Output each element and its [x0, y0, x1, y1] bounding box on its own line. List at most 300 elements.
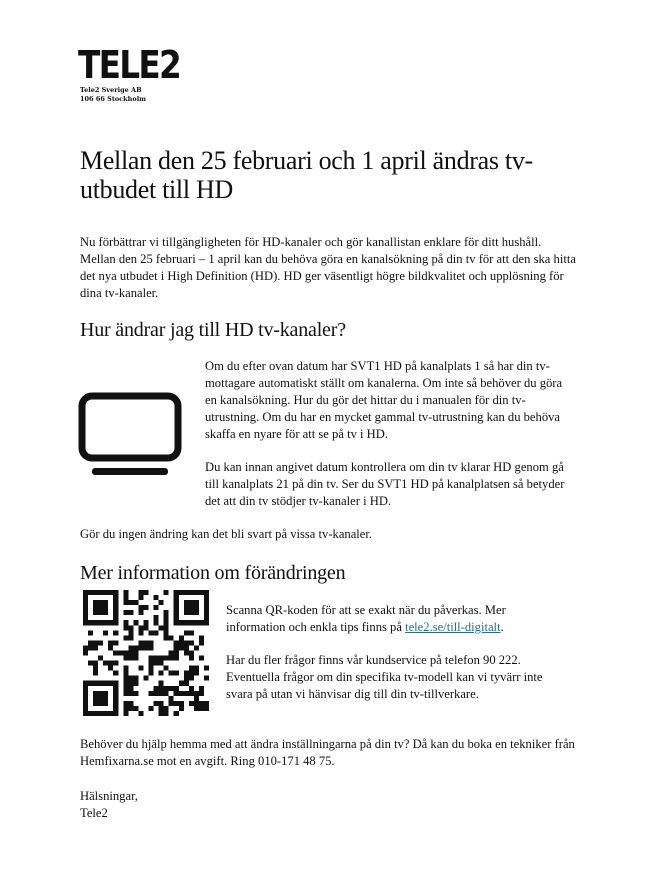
qr-module — [93, 590, 98, 595]
qr-module — [113, 620, 118, 625]
qr-module — [113, 696, 118, 701]
qr-module — [128, 706, 133, 711]
qr-module — [194, 671, 199, 676]
qr-module — [123, 635, 128, 640]
qr-module — [98, 640, 103, 645]
qr-module — [103, 661, 108, 666]
qr-module — [204, 676, 209, 681]
qr-module — [179, 681, 184, 686]
qr-module — [83, 706, 88, 711]
qr-module — [199, 691, 204, 696]
qr-module — [174, 691, 179, 696]
qr-module — [184, 691, 189, 696]
qr-module — [204, 595, 209, 600]
qr-module — [169, 656, 174, 661]
qr-module — [128, 630, 133, 635]
qr-module — [159, 706, 164, 711]
qr-module — [128, 600, 133, 605]
qr-module — [159, 686, 164, 691]
qr-module — [123, 701, 128, 706]
qr-module — [113, 630, 118, 635]
qr-module — [113, 681, 118, 686]
qr-module — [113, 600, 118, 605]
qr-module — [83, 600, 88, 605]
qr-module — [133, 656, 138, 661]
qr-module — [199, 590, 204, 595]
qr-module — [133, 691, 138, 696]
qr-module — [143, 620, 148, 625]
qr-module — [174, 656, 179, 661]
qr-module — [159, 691, 164, 696]
qr-module — [108, 681, 113, 686]
qr-module — [194, 691, 199, 696]
qr-module — [123, 656, 128, 661]
qr-module — [164, 711, 169, 716]
qr-module — [133, 676, 138, 681]
qr-module — [184, 681, 189, 686]
qr-module — [143, 676, 148, 681]
qr-module — [123, 676, 128, 681]
qr-module — [164, 620, 169, 625]
qr-module — [83, 605, 88, 610]
qr-module — [174, 615, 179, 620]
qr-module — [133, 620, 138, 625]
qr-module — [179, 701, 184, 706]
qr-module — [189, 701, 194, 706]
qr-module — [204, 706, 209, 711]
qr-module — [169, 650, 174, 655]
qr-module — [118, 650, 123, 655]
qr-module — [108, 620, 113, 625]
qr-module — [88, 681, 93, 686]
tele2-logo — [78, 42, 182, 87]
qr-module — [83, 595, 88, 600]
qr-module — [159, 671, 164, 676]
qr-module — [123, 681, 128, 686]
qr-module — [88, 590, 93, 595]
qr-module — [123, 610, 128, 615]
qr-module — [184, 645, 189, 650]
qr-module — [189, 671, 194, 676]
qr-module — [189, 686, 194, 691]
qr-module — [98, 711, 103, 716]
qr-module — [179, 706, 184, 711]
qr-module — [93, 610, 98, 615]
qr-module — [93, 666, 98, 671]
qr-module — [169, 686, 174, 691]
qr-module — [194, 590, 199, 595]
qr-module — [133, 681, 138, 686]
qr-module — [123, 706, 128, 711]
qr-module — [138, 630, 143, 635]
qr-module — [88, 620, 93, 625]
qr-module — [123, 691, 128, 696]
qr-module — [113, 691, 118, 696]
qr-module — [123, 625, 128, 630]
qr-module — [189, 620, 194, 625]
qr-module — [133, 706, 138, 711]
qr-module — [184, 671, 189, 676]
qr-module — [199, 620, 204, 625]
qr-module — [88, 640, 93, 645]
qr-module — [123, 671, 128, 676]
qr-module — [113, 701, 118, 706]
qr-module — [174, 620, 179, 625]
qr-module — [93, 645, 98, 650]
qr-module — [98, 696, 103, 701]
qr-module — [108, 640, 113, 645]
qr-module — [154, 615, 159, 620]
qr-module — [103, 590, 108, 595]
qr-module — [103, 620, 108, 625]
qr-module — [113, 640, 118, 645]
qr-module — [164, 625, 169, 630]
no-change-note: Gör du ingen ändring kan det bli svart på vissa tv-kanaler. — [80, 527, 373, 541]
qr-module — [133, 600, 138, 605]
qr-module — [184, 605, 189, 610]
qr-module — [164, 590, 169, 595]
qr-module — [98, 691, 103, 696]
qr-module — [103, 681, 108, 686]
qr-module — [123, 590, 128, 595]
qr-module — [83, 701, 88, 706]
qr-module — [113, 686, 118, 691]
qr-module — [138, 605, 143, 610]
page-title: Mellan den 25 februari och 1 april ändras tv-utbudet till HD — [80, 146, 533, 204]
qr-module — [159, 656, 164, 661]
qr-module — [154, 595, 159, 600]
qr-module — [138, 610, 143, 615]
qr-module — [184, 590, 189, 595]
qr-module — [98, 681, 103, 686]
qr-module — [199, 656, 204, 661]
qr-module — [179, 620, 184, 625]
qr-module — [149, 661, 154, 666]
qr-module — [199, 640, 204, 645]
qr-module — [204, 666, 209, 671]
qr-module — [154, 661, 159, 666]
qr-module — [184, 620, 189, 625]
qr-module — [123, 650, 128, 655]
qr-module — [164, 630, 169, 635]
qr-module — [149, 630, 154, 635]
qr-module — [169, 696, 174, 701]
qr-module — [138, 590, 143, 595]
qr-module — [133, 645, 138, 650]
qr-module — [194, 666, 199, 671]
digital-info-link[interactable]: tele2.se/till-digitalt — [405, 620, 501, 634]
qr-module — [123, 711, 128, 716]
qr-module — [128, 625, 133, 630]
qr-module — [98, 600, 103, 605]
qr-module — [93, 681, 98, 686]
qr-module — [149, 671, 154, 676]
customer-service-paragraph: Har du fler frågor finns vår kundservice på telefon 90 222. Eventuella frågor om din specifika tv-modell kan vi tyvärr inte svara på utan vi hänvisar dig till din tv-tillverkare. — [226, 653, 543, 701]
tv-icon — [78, 392, 182, 478]
qr-module — [138, 666, 143, 671]
qr-module — [103, 696, 108, 701]
qr-module — [98, 590, 103, 595]
qr-module — [143, 605, 148, 610]
qr-module — [179, 635, 184, 640]
qr-module — [174, 640, 179, 645]
qr-module — [174, 595, 179, 600]
qr-module — [179, 640, 184, 645]
qr-module — [128, 681, 133, 686]
sender-postal: 106 66 Stockholm — [80, 95, 147, 103]
qr-module — [113, 706, 118, 711]
qr-module — [189, 640, 194, 645]
qr-module — [128, 676, 133, 681]
sender-company: Tele2 Sverige AB — [80, 86, 142, 94]
qr-module — [199, 706, 204, 711]
qr-module — [83, 681, 88, 686]
qr-module — [113, 610, 118, 615]
qr-module — [93, 620, 98, 625]
qr-module — [83, 590, 88, 595]
qr-module — [93, 600, 98, 605]
qr-module — [189, 590, 194, 595]
qr-module — [83, 711, 88, 716]
qr-module — [128, 701, 133, 706]
qr-module — [154, 620, 159, 625]
qr-module — [174, 686, 179, 691]
qr-module — [108, 666, 113, 671]
qr-module — [159, 701, 164, 706]
qr-module — [189, 605, 194, 610]
qr-module — [189, 691, 194, 696]
qr-module — [98, 605, 103, 610]
qr-module — [143, 625, 148, 630]
change-paragraph-2: Du kan innan angivet datum kontrollera om din tv klarar HD genom gå till kanalplats 21 på din tv. Ser du SVT1 HD på kanalplatsen så betyder det att din tv stödjer tv-kanaler i HD. — [205, 460, 565, 508]
qr-module — [174, 590, 179, 595]
qr-module — [83, 645, 88, 650]
closing — [80, 788, 280, 822]
qr-module — [184, 650, 189, 655]
qr-module — [194, 600, 199, 605]
qr-module — [103, 711, 108, 716]
qr-module — [189, 630, 194, 635]
qr-module — [189, 610, 194, 615]
qr-module — [169, 701, 174, 706]
qr-module — [88, 711, 93, 716]
qr-module — [159, 600, 164, 605]
qr-module — [98, 620, 103, 625]
qr-module — [113, 661, 118, 666]
qr-module — [194, 610, 199, 615]
qr-module — [123, 595, 128, 600]
qr-module — [174, 645, 179, 650]
qr-module — [174, 605, 179, 610]
qr-module — [164, 686, 169, 691]
qr-module — [128, 691, 133, 696]
qr-module — [83, 610, 88, 615]
qr-module — [174, 650, 179, 655]
qr-module — [133, 650, 138, 655]
qr-module — [149, 706, 154, 711]
qr-module — [189, 600, 194, 605]
qr-module — [113, 671, 118, 676]
qr-module — [204, 600, 209, 605]
qr-module — [108, 661, 113, 666]
qr-module — [128, 635, 133, 640]
section-heading-change: Hur ändrar jag till HD tv-kanaler? — [80, 319, 346, 341]
qr-module — [88, 630, 93, 635]
qr-module — [159, 681, 164, 686]
qr-module — [123, 686, 128, 691]
qr-module — [204, 701, 209, 706]
qr-module — [169, 671, 174, 676]
qr-module — [143, 645, 148, 650]
qr-module — [103, 600, 108, 605]
qr-module — [174, 610, 179, 615]
qr-module — [138, 640, 143, 645]
qr-module — [98, 656, 103, 661]
qr-module — [164, 691, 169, 696]
qr-module — [143, 590, 148, 595]
section-heading-more-info: Mer information om förändringen — [80, 562, 346, 584]
qr-module — [179, 691, 184, 696]
qr-text-end: . — [500, 620, 504, 634]
qr-module — [103, 605, 108, 610]
qr-module — [123, 600, 128, 605]
qr-module — [164, 615, 169, 620]
qr-module — [194, 706, 199, 711]
qr-module — [184, 630, 189, 635]
qr-module — [149, 645, 154, 650]
qr-module — [169, 635, 174, 640]
qr-code[interactable] — [83, 590, 209, 716]
qr-module — [128, 686, 133, 691]
qr-module — [194, 645, 199, 650]
qr-module — [154, 686, 159, 691]
qr-module — [83, 686, 88, 691]
qr-module — [108, 590, 113, 595]
qr-module — [113, 590, 118, 595]
qr-module — [194, 605, 199, 610]
qr-module — [174, 711, 179, 716]
qr-module — [154, 691, 159, 696]
qr-module — [123, 620, 128, 625]
help-paragraph: Behöver du hjälp hemma med att ändra inställningarna på din tv? Då kan du boka en tekniker från Hemfixarna.se mot en avgift. Ring 010-171 48 75. — [80, 737, 575, 768]
qr-module — [154, 656, 159, 661]
qr-module — [93, 701, 98, 706]
qr-module — [88, 661, 93, 666]
qr-module — [103, 630, 108, 635]
qr-module — [113, 595, 118, 600]
qr-module — [164, 656, 169, 661]
qr-module — [138, 645, 143, 650]
qr-module — [93, 691, 98, 696]
qr-module — [113, 711, 118, 716]
qr-module — [174, 701, 179, 706]
qr-module — [194, 701, 199, 706]
qr-module — [103, 610, 108, 615]
greeting: Hälsningar, — [80, 789, 138, 803]
qr-module — [143, 640, 148, 645]
qr-module — [103, 701, 108, 706]
qr-module — [159, 661, 164, 666]
qr-module — [194, 696, 199, 701]
qr-module — [108, 711, 113, 716]
qr-module — [204, 615, 209, 620]
qr-module — [123, 666, 128, 671]
qr-module — [174, 671, 179, 676]
qr-module — [149, 656, 154, 661]
qr-module — [93, 711, 98, 716]
qr-module — [179, 645, 184, 650]
qr-module — [204, 620, 209, 625]
qr-module — [184, 610, 189, 615]
change-paragraph-1: Om du efter ovan datum har SVT1 HD på kanalplats 1 så har din tv-mottagare automatiskt ställt om kanalerna. Om inte så behöver du göra en kanalsökning. Hur du gör det hittar du i manualen för din tv-utrustning. Om du har en mycket gammal tv-utrustning kan du behöva skaffa en nyare för att se på tv i HD. — [205, 359, 563, 441]
qr-module — [204, 605, 209, 610]
qr-module — [138, 625, 143, 630]
qr-module — [204, 590, 209, 595]
qr-module — [204, 610, 209, 615]
qr-module — [189, 666, 194, 671]
svg-text:TELE2: TELE2 — [78, 43, 180, 87]
qr-module — [154, 701, 159, 706]
qr-module — [98, 701, 103, 706]
sender-address — [80, 86, 146, 104]
qr-module — [103, 691, 108, 696]
qr-text: Scanna QR-koden för att se exakt när du påverkas. Mer information och enkla tips finns på — [226, 603, 506, 634]
qr-module — [88, 645, 93, 650]
qr-module — [199, 635, 204, 640]
qr-module — [113, 605, 118, 610]
signature: Tele2 — [80, 806, 108, 820]
qr-module — [174, 600, 179, 605]
qr-module — [154, 605, 159, 610]
qr-module — [128, 650, 133, 655]
qr-module — [179, 590, 184, 595]
qr-module — [83, 691, 88, 696]
qr-module — [164, 635, 169, 640]
qr-module — [194, 620, 199, 625]
qr-module — [154, 630, 159, 635]
qr-module — [189, 676, 194, 681]
qr-module — [93, 605, 98, 610]
qr-module — [149, 640, 154, 645]
intro-paragraph: Nu förbättrar vi tillgängligheten för HD-kanaler och gör kanallistan enklare för ditt hushåll. Mellan den 25 februari – 1 april kan du behöva göra en kanalsökning på din tv för att den ska hitta det nya utbudet i High Definition (HD). HD ger väsentligt högre bildkvalitet och upplösning för dina tv-kanaler. — [80, 235, 576, 300]
qr-module — [93, 661, 98, 666]
qr-module — [189, 650, 194, 655]
qr-module — [113, 615, 118, 620]
qr-module — [93, 640, 98, 645]
qr-module — [83, 620, 88, 625]
qr-module — [83, 615, 88, 620]
qr-module — [128, 656, 133, 661]
qr-module — [108, 645, 113, 650]
qr-module — [199, 701, 204, 706]
qr-module — [149, 666, 154, 671]
qr-module — [83, 696, 88, 701]
qr-module — [164, 666, 169, 671]
qr-module — [164, 706, 169, 711]
qr-module — [138, 595, 143, 600]
qr-module — [184, 600, 189, 605]
qr-module — [164, 610, 169, 615]
qr-module — [199, 686, 204, 691]
qr-module — [189, 656, 194, 661]
qr-module — [83, 650, 88, 655]
qr-module — [149, 691, 154, 696]
qr-module — [159, 711, 164, 716]
qr-paragraph — [226, 602, 566, 636]
qr-module — [184, 640, 189, 645]
qr-module — [113, 650, 118, 655]
qr-module — [128, 645, 133, 650]
